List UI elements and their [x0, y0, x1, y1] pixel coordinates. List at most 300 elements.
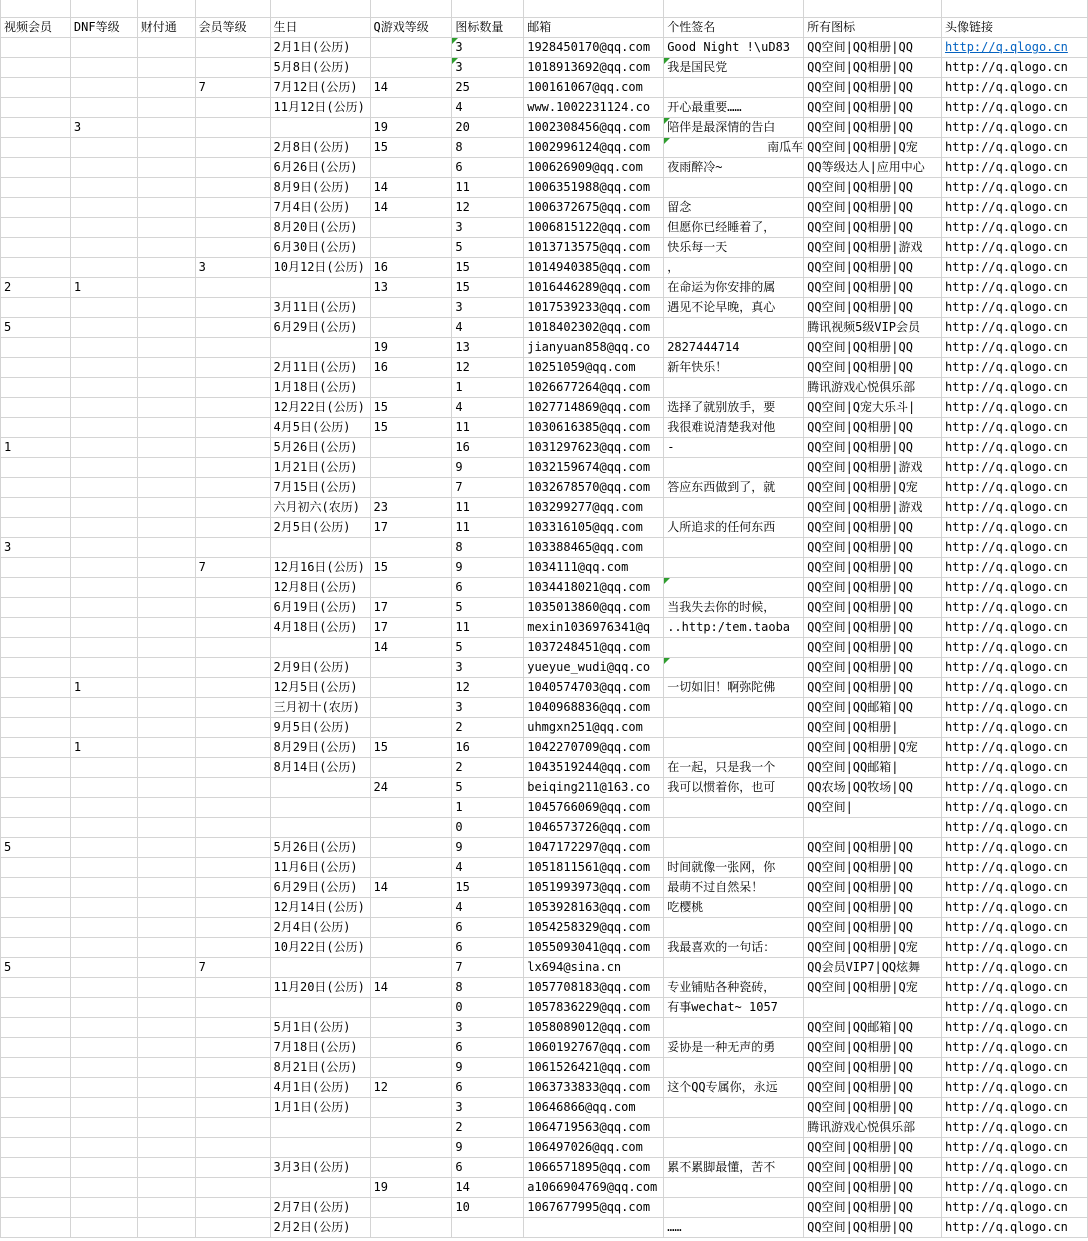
cell-bday[interactable]: 6月29日(公历)	[270, 318, 370, 338]
cell-dnf[interactable]	[70, 458, 137, 478]
cell-bday[interactable]: 11月20日(公历)	[270, 978, 370, 998]
cell-qgame[interactable]	[370, 578, 452, 598]
cell-member[interactable]	[195, 318, 270, 338]
cell-dnf[interactable]	[70, 1098, 137, 1118]
cell-avatar[interactable]	[942, 38, 1088, 58]
cell-tenpay[interactable]	[137, 338, 195, 358]
cell-bday[interactable]: 六月初六(农历)	[270, 498, 370, 518]
cell-dnf[interactable]	[70, 158, 137, 178]
cell-icons[interactable]: QQ空间|QQ相册|QQ	[804, 1038, 942, 1058]
cell-avatar[interactable]	[942, 978, 1088, 998]
cell-icons[interactable]: QQ空间|QQ相册|QQ	[804, 1198, 942, 1218]
cell-sig[interactable]	[664, 1198, 804, 1218]
cell-member[interactable]	[195, 698, 270, 718]
cell-bday[interactable]: 2月5日(公历)	[270, 518, 370, 538]
cell-qgame[interactable]: 14	[370, 198, 452, 218]
cell-avatar[interactable]	[942, 898, 1088, 918]
cell-sig[interactable]: 有事wechat~ 1057	[664, 998, 804, 1018]
cell-tenpay[interactable]	[137, 1158, 195, 1178]
cell-tenpay[interactable]	[137, 378, 195, 398]
cell-avatar[interactable]	[942, 698, 1088, 718]
cell-avatar[interactable]	[942, 658, 1088, 678]
cell-count[interactable]: 9	[452, 1138, 524, 1158]
cell-email[interactable]: 1016446289@qq.com	[524, 278, 664, 298]
cell-member[interactable]	[195, 158, 270, 178]
cell-tenpay[interactable]	[137, 498, 195, 518]
cell-icons[interactable]: QQ空间|QQ邮箱|QQ	[804, 1018, 942, 1038]
cell-qgame[interactable]: 15	[370, 418, 452, 438]
cell-qgame[interactable]	[370, 238, 452, 258]
cell-count[interactable]: 11	[452, 618, 524, 638]
cell-video[interactable]	[1, 1078, 71, 1098]
cell-count[interactable]: 5	[452, 638, 524, 658]
cell-bday[interactable]: 2月11日(公历)	[270, 358, 370, 378]
cell-bday[interactable]	[270, 338, 370, 358]
cell-video[interactable]	[1, 638, 71, 658]
cell-video[interactable]: 5	[1, 318, 71, 338]
cell-bday[interactable]: 11月6日(公历)	[270, 858, 370, 878]
cell-member[interactable]	[195, 918, 270, 938]
cell-dnf[interactable]	[70, 1158, 137, 1178]
column-header-sig[interactable]: 个性签名	[664, 18, 804, 38]
cell-qgame[interactable]: 19	[370, 338, 452, 358]
cell-tenpay[interactable]	[137, 238, 195, 258]
cell-icons[interactable]: QQ空间|QQ邮箱|QQ	[804, 698, 942, 718]
cell-member[interactable]	[195, 878, 270, 898]
cell-email[interactable]: 1046573726@qq.com	[524, 818, 664, 838]
cell-count[interactable]: 12	[452, 678, 524, 698]
cell-email[interactable]: 1014940385@qq.com	[524, 258, 664, 278]
cell-qgame[interactable]: 23	[370, 498, 452, 518]
cell-email[interactable]: a1066904769@qq.com	[524, 1178, 664, 1198]
cell-email[interactable]: 10251059@qq.com	[524, 358, 664, 378]
cell-dnf[interactable]	[70, 758, 137, 778]
cell-avatar[interactable]	[942, 1218, 1088, 1238]
cell-member[interactable]	[195, 1118, 270, 1138]
cell-avatar[interactable]	[942, 398, 1088, 418]
cell-video[interactable]	[1, 1198, 71, 1218]
cell-icons[interactable]: 腾讯游戏心悦俱乐部	[804, 378, 942, 398]
cell-avatar[interactable]	[942, 918, 1088, 938]
cell-avatar[interactable]	[942, 498, 1088, 518]
cell-email[interactable]: 1013713575@qq.com	[524, 238, 664, 258]
cell-member[interactable]	[195, 1218, 270, 1238]
cell-tenpay[interactable]	[137, 658, 195, 678]
cell-sig[interactable]	[664, 1018, 804, 1038]
cell-qgame[interactable]	[370, 1098, 452, 1118]
cell-sig[interactable]: 留念	[664, 198, 804, 218]
cell-email[interactable]: 1055093041@qq.com	[524, 938, 664, 958]
cell-sig[interactable]: ……	[664, 1218, 804, 1238]
cell-dnf[interactable]	[70, 138, 137, 158]
cell-tenpay[interactable]	[137, 258, 195, 278]
cell-video[interactable]	[1, 1158, 71, 1178]
cell-icons[interactable]: QQ空间|QQ相册|Q宠	[804, 138, 942, 158]
cell-sig[interactable]	[664, 1118, 804, 1138]
cell-bday[interactable]: 9月5日(公历)	[270, 718, 370, 738]
cell-member[interactable]	[195, 718, 270, 738]
column-header-member[interactable]: 会员等级	[195, 18, 270, 38]
cell-video[interactable]	[1, 178, 71, 198]
cell-tenpay[interactable]	[137, 138, 195, 158]
cell-icons[interactable]: 腾讯视频5级VIP会员	[804, 318, 942, 338]
cell-count[interactable]: 20	[452, 118, 524, 138]
cell-count[interactable]: 15	[452, 878, 524, 898]
cell-member[interactable]	[195, 298, 270, 318]
cell-member[interactable]	[195, 598, 270, 618]
cell-empty[interactable]	[370, 0, 452, 18]
cell-count[interactable]: 6	[452, 918, 524, 938]
cell-member[interactable]	[195, 778, 270, 798]
cell-tenpay[interactable]	[137, 758, 195, 778]
cell-avatar[interactable]	[942, 58, 1088, 78]
cell-dnf[interactable]	[70, 798, 137, 818]
cell-count[interactable]: 25	[452, 78, 524, 98]
cell-video[interactable]	[1, 858, 71, 878]
cell-avatar[interactable]	[942, 218, 1088, 238]
cell-member[interactable]	[195, 98, 270, 118]
cell-member[interactable]	[195, 1098, 270, 1118]
cell-member[interactable]	[195, 1198, 270, 1218]
cell-bday[interactable]	[270, 958, 370, 978]
cell-bday[interactable]	[270, 798, 370, 818]
cell-email[interactable]: 1032678570@qq.com	[524, 478, 664, 498]
cell-tenpay[interactable]	[137, 598, 195, 618]
cell-qgame[interactable]	[370, 1018, 452, 1038]
cell-bday[interactable]: 3月3日(公历)	[270, 1158, 370, 1178]
cell-email[interactable]: www.1002231124.co	[524, 98, 664, 118]
cell-video[interactable]	[1, 378, 71, 398]
cell-email[interactable]: 1037248451@qq.com	[524, 638, 664, 658]
cell-video[interactable]: 2	[1, 278, 71, 298]
cell-sig[interactable]	[664, 1058, 804, 1078]
cell-bday[interactable]: 5月26日(公历)	[270, 838, 370, 858]
cell-icons[interactable]: QQ空间|QQ相册|	[804, 718, 942, 738]
cell-tenpay[interactable]	[137, 718, 195, 738]
cell-tenpay[interactable]	[137, 958, 195, 978]
cell-video[interactable]	[1, 758, 71, 778]
cell-qgame[interactable]	[370, 698, 452, 718]
cell-sig[interactable]: 快乐每一天	[664, 238, 804, 258]
cell-qgame[interactable]	[370, 798, 452, 818]
cell-email[interactable]: 100626909@qq.com	[524, 158, 664, 178]
cell-sig[interactable]	[664, 318, 804, 338]
cell-email[interactable]: 1060192767@qq.com	[524, 1038, 664, 1058]
cell-avatar[interactable]	[942, 98, 1088, 118]
cell-tenpay[interactable]	[137, 638, 195, 658]
cell-empty[interactable]	[70, 0, 137, 18]
cell-tenpay[interactable]	[137, 1198, 195, 1218]
cell-avatar[interactable]	[942, 1178, 1088, 1198]
cell-dnf[interactable]	[70, 838, 137, 858]
cell-qgame[interactable]: 17	[370, 618, 452, 638]
cell-video[interactable]	[1, 898, 71, 918]
cell-qgame[interactable]: 17	[370, 518, 452, 538]
cell-bday[interactable]: 2月4日(公历)	[270, 918, 370, 938]
cell-avatar[interactable]	[942, 78, 1088, 98]
cell-bday[interactable]: 三月初十(农历)	[270, 698, 370, 718]
cell-bday[interactable]: 4月5日(公历)	[270, 418, 370, 438]
cell-member[interactable]	[195, 638, 270, 658]
cell-sig[interactable]: -	[664, 438, 804, 458]
cell-avatar[interactable]	[942, 438, 1088, 458]
cell-sig[interactable]: ，	[664, 258, 804, 278]
cell-member[interactable]	[195, 978, 270, 998]
cell-tenpay[interactable]	[137, 978, 195, 998]
cell-tenpay[interactable]	[137, 518, 195, 538]
cell-count[interactable]: 3	[452, 298, 524, 318]
cell-tenpay[interactable]	[137, 858, 195, 878]
cell-tenpay[interactable]	[137, 78, 195, 98]
cell-tenpay[interactable]	[137, 38, 195, 58]
cell-icons[interactable]: QQ空间|QQ相册|QQ	[804, 98, 942, 118]
cell-icons[interactable]: QQ空间|QQ相册|QQ	[804, 438, 942, 458]
cell-email[interactable]: lx694@sina.cn	[524, 958, 664, 978]
cell-avatar[interactable]	[942, 478, 1088, 498]
cell-qgame[interactable]	[370, 378, 452, 398]
cell-member[interactable]	[195, 618, 270, 638]
cell-icons[interactable]: QQ空间|QQ相册|QQ	[804, 1178, 942, 1198]
column-header-email[interactable]: 邮箱	[524, 18, 664, 38]
cell-member[interactable]	[195, 478, 270, 498]
cell-count[interactable]: 9	[452, 458, 524, 478]
cell-qgame[interactable]	[370, 1038, 452, 1058]
cell-count[interactable]: 5	[452, 598, 524, 618]
cell-video[interactable]	[1, 878, 71, 898]
cell-tenpay[interactable]	[137, 1078, 195, 1098]
cell-count[interactable]: 6	[452, 1158, 524, 1178]
cell-video[interactable]	[1, 358, 71, 378]
cell-bday[interactable]: 7月18日(公历)	[270, 1038, 370, 1058]
cell-video[interactable]	[1, 518, 71, 538]
cell-qgame[interactable]	[370, 1138, 452, 1158]
cell-tenpay[interactable]	[137, 818, 195, 838]
cell-video[interactable]	[1, 98, 71, 118]
cell-dnf[interactable]	[70, 58, 137, 78]
cell-avatar[interactable]	[942, 458, 1088, 478]
cell-email[interactable]: 1058089012@qq.com	[524, 1018, 664, 1038]
cell-avatar[interactable]	[942, 1078, 1088, 1098]
cell-video[interactable]: 1	[1, 438, 71, 458]
cell-email[interactable]: 1043519244@qq.com	[524, 758, 664, 778]
cell-avatar[interactable]	[942, 1098, 1088, 1118]
cell-count[interactable]: 16	[452, 738, 524, 758]
cell-qgame[interactable]	[370, 538, 452, 558]
cell-qgame[interactable]: 12	[370, 1078, 452, 1098]
cell-bday[interactable]: 12月8日(公历)	[270, 578, 370, 598]
cell-video[interactable]	[1, 978, 71, 998]
cell-qgame[interactable]	[370, 818, 452, 838]
cell-empty[interactable]	[524, 0, 664, 18]
cell-avatar[interactable]	[942, 638, 1088, 658]
cell-email[interactable]: 103316105@qq.com	[524, 518, 664, 538]
cell-avatar[interactable]	[942, 1018, 1088, 1038]
cell-tenpay[interactable]	[137, 998, 195, 1018]
cell-qgame[interactable]: 15	[370, 398, 452, 418]
cell-member[interactable]	[195, 898, 270, 918]
cell-email[interactable]: 1034111@qq.com	[524, 558, 664, 578]
cell-email[interactable]	[524, 1218, 664, 1238]
cell-qgame[interactable]	[370, 998, 452, 1018]
cell-icons[interactable]: QQ空间|QQ相册|QQ	[804, 78, 942, 98]
cell-tenpay[interactable]	[137, 318, 195, 338]
cell-dnf[interactable]: 1	[70, 738, 137, 758]
cell-icons[interactable]: QQ空间|QQ相册|QQ	[804, 578, 942, 598]
cell-icons[interactable]: QQ空间|QQ相册|QQ	[804, 598, 942, 618]
cell-qgame[interactable]: 14	[370, 78, 452, 98]
cell-dnf[interactable]: 3	[70, 118, 137, 138]
cell-tenpay[interactable]	[137, 458, 195, 478]
cell-count[interactable]: 3	[452, 1098, 524, 1118]
cell-video[interactable]	[1, 798, 71, 818]
cell-video[interactable]: 3	[1, 538, 71, 558]
cell-video[interactable]	[1, 38, 71, 58]
cell-dnf[interactable]	[70, 878, 137, 898]
cell-sig[interactable]: 2827444714	[664, 338, 804, 358]
cell-dnf[interactable]	[70, 198, 137, 218]
cell-bday[interactable]: 6月26日(公历)	[270, 158, 370, 178]
cell-member[interactable]: 7	[195, 958, 270, 978]
cell-tenpay[interactable]	[137, 298, 195, 318]
cell-count[interactable]: 7	[452, 478, 524, 498]
cell-tenpay[interactable]	[137, 158, 195, 178]
cell-qgame[interactable]	[370, 38, 452, 58]
cell-count[interactable]: 4	[452, 858, 524, 878]
cell-member[interactable]	[195, 58, 270, 78]
cell-icons[interactable]: QQ空间|QQ相册|QQ	[804, 1158, 942, 1178]
cell-count[interactable]: 10	[452, 1198, 524, 1218]
cell-sig[interactable]: 我最喜欢的一句话：	[664, 938, 804, 958]
cell-count[interactable]: 9	[452, 558, 524, 578]
cell-count[interactable]: 3	[452, 698, 524, 718]
cell-member[interactable]	[195, 678, 270, 698]
cell-qgame[interactable]	[370, 1198, 452, 1218]
cell-count[interactable]: 16	[452, 438, 524, 458]
cell-avatar[interactable]	[942, 738, 1088, 758]
cell-member[interactable]	[195, 738, 270, 758]
cell-member[interactable]	[195, 818, 270, 838]
cell-member[interactable]	[195, 998, 270, 1018]
cell-email[interactable]: yueyue_wudi@qq.co	[524, 658, 664, 678]
cell-avatar[interactable]	[942, 338, 1088, 358]
cell-tenpay[interactable]	[137, 578, 195, 598]
cell-avatar[interactable]	[942, 198, 1088, 218]
cell-video[interactable]	[1, 938, 71, 958]
cell-avatar[interactable]	[942, 558, 1088, 578]
cell-icons[interactable]: QQ空间|QQ相册|QQ	[804, 198, 942, 218]
cell-count[interactable]: 3	[452, 38, 524, 58]
cell-video[interactable]	[1, 1038, 71, 1058]
cell-avatar[interactable]	[942, 1198, 1088, 1218]
cell-bday[interactable]	[270, 998, 370, 1018]
cell-dnf[interactable]	[70, 1058, 137, 1078]
cell-icons[interactable]: QQ空间|QQ相册|QQ	[804, 178, 942, 198]
cell-dnf[interactable]	[70, 598, 137, 618]
cell-dnf[interactable]	[70, 1078, 137, 1098]
cell-tenpay[interactable]	[137, 118, 195, 138]
cell-dnf[interactable]	[70, 238, 137, 258]
cell-dnf[interactable]	[70, 78, 137, 98]
cell-tenpay[interactable]	[137, 1138, 195, 1158]
cell-bday[interactable]: 10月22日(公历)	[270, 938, 370, 958]
cell-qgame[interactable]: 15	[370, 738, 452, 758]
cell-member[interactable]	[195, 118, 270, 138]
cell-icons[interactable]: QQ农场|QQ牧场|QQ	[804, 778, 942, 798]
cell-dnf[interactable]	[70, 98, 137, 118]
cell-member[interactable]	[195, 338, 270, 358]
cell-dnf[interactable]	[70, 1018, 137, 1038]
cell-avatar[interactable]	[942, 578, 1088, 598]
cell-icons[interactable]: QQ空间|QQ相册|Q宠	[804, 938, 942, 958]
cell-qgame[interactable]: 14	[370, 638, 452, 658]
cell-member[interactable]	[195, 1138, 270, 1158]
cell-sig[interactable]: 时间就像一张网，你	[664, 858, 804, 878]
cell-email[interactable]: 1040968836@qq.com	[524, 698, 664, 718]
cell-bday[interactable]: 1月1日(公历)	[270, 1098, 370, 1118]
cell-icons[interactable]: QQ空间|QQ相册|QQ	[804, 1058, 942, 1078]
cell-qgame[interactable]: 16	[370, 258, 452, 278]
cell-icons[interactable]: QQ空间|QQ相册|QQ	[804, 258, 942, 278]
cell-email[interactable]: 1002996124@qq.com	[524, 138, 664, 158]
cell-dnf[interactable]	[70, 1118, 137, 1138]
cell-bday[interactable]: 12月22日(公历)	[270, 398, 370, 418]
cell-video[interactable]	[1, 1178, 71, 1198]
cell-video[interactable]	[1, 598, 71, 618]
cell-bday[interactable]: 2月1日(公历)	[270, 38, 370, 58]
cell-icons[interactable]: QQ空间|QQ相册|QQ	[804, 1218, 942, 1238]
cell-video[interactable]	[1, 498, 71, 518]
cell-email[interactable]: 1018913692@qq.com	[524, 58, 664, 78]
cell-icons[interactable]	[804, 818, 942, 838]
cell-bday[interactable]: 4月18日(公历)	[270, 618, 370, 638]
cell-avatar[interactable]	[942, 298, 1088, 318]
cell-count[interactable]: 2	[452, 718, 524, 738]
cell-email[interactable]: 1018402302@qq.com	[524, 318, 664, 338]
cell-member[interactable]	[195, 178, 270, 198]
cell-video[interactable]	[1, 258, 71, 278]
cell-tenpay[interactable]	[137, 178, 195, 198]
cell-tenpay[interactable]	[137, 938, 195, 958]
cell-count[interactable]: 13	[452, 338, 524, 358]
cell-video[interactable]	[1, 918, 71, 938]
cell-tenpay[interactable]	[137, 558, 195, 578]
cell-member[interactable]: 7	[195, 558, 270, 578]
cell-dnf[interactable]	[70, 1138, 137, 1158]
cell-icons[interactable]: QQ空间|QQ相册|QQ	[804, 918, 942, 938]
cell-avatar[interactable]	[942, 998, 1088, 1018]
cell-count[interactable]: 3	[452, 58, 524, 78]
cell-count[interactable]: 5	[452, 778, 524, 798]
cell-dnf[interactable]	[70, 218, 137, 238]
cell-dnf[interactable]	[70, 398, 137, 418]
cell-dnf[interactable]	[70, 438, 137, 458]
cell-member[interactable]	[195, 1178, 270, 1198]
cell-sig[interactable]: 南瓜车	[664, 138, 804, 158]
column-header-tenpay[interactable]: 财付通	[137, 18, 195, 38]
cell-email[interactable]: 1006815122@qq.com	[524, 218, 664, 238]
cell-dnf[interactable]	[70, 178, 137, 198]
cell-tenpay[interactable]	[137, 1118, 195, 1138]
cell-email[interactable]: 103388465@qq.com	[524, 538, 664, 558]
cell-video[interactable]	[1, 1218, 71, 1238]
cell-dnf[interactable]	[70, 1198, 137, 1218]
cell-member[interactable]	[195, 838, 270, 858]
cell-video[interactable]	[1, 818, 71, 838]
cell-bday[interactable]: 7月15日(公历)	[270, 478, 370, 498]
cell-member[interactable]	[195, 1158, 270, 1178]
cell-sig[interactable]: 当我失去你的时候，	[664, 598, 804, 618]
cell-qgame[interactable]: 14	[370, 878, 452, 898]
